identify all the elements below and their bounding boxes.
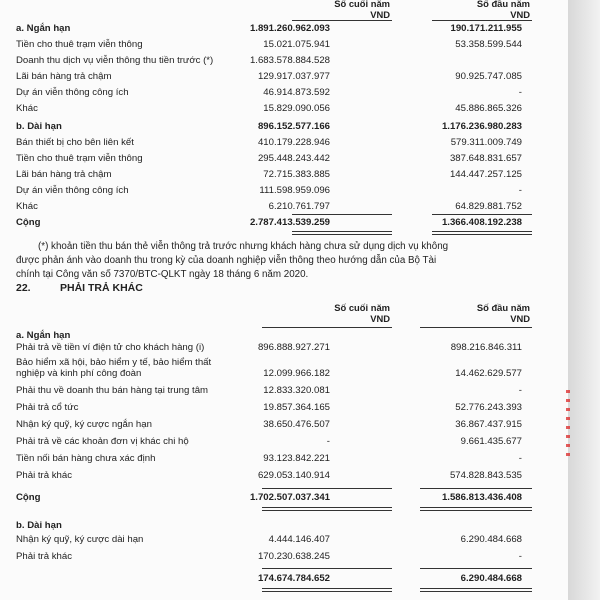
table-row: Dự án viễn thông công ích 111.598.959.096 - — [16, 185, 522, 196]
table-row: Lãi bán hàng trả chậm 72.715.383.885 144.447.257.125 — [16, 169, 522, 180]
total-double-rule — [420, 507, 532, 511]
table-row: Lãi bán hàng trả chậm 129.917.037.977 90.925.747.085 — [16, 71, 522, 82]
subtotal-rule — [262, 488, 392, 489]
table-row: Phải trả về các khoản đơn vị khác chi hộ - 9.661.435.677 — [16, 436, 522, 447]
margin-marks — [566, 390, 570, 460]
total-row: Cộng 2.787.413.539.259 1.366.408.192.238 — [16, 217, 522, 228]
table-row: Khác 15.829.090.056 45.886.865.326 — [16, 103, 522, 114]
table-row: Nhận ký quỹ, ký cược ngắn hạn 38.650.476.507 36.867.437.915 — [16, 419, 522, 430]
total-double-rule — [432, 231, 532, 235]
table-row: a. Ngắn hạn 1.891.260.962.093 190.171.211.955 — [16, 23, 522, 34]
subtotal-rule — [420, 568, 532, 569]
table-row: Bảo hiểm xã hội, bảo hiểm y tế, bảo hiểm thất — [16, 357, 212, 368]
table-row: Phải trả khác 170.230.638.245 - — [16, 551, 522, 562]
table-row: Phải thu về doanh thu bán hàng tại trung tâm 12.833.320.081 - — [16, 385, 522, 396]
table-row: Nhận ký quỹ, ký cược dài hạn 4.444.146.407 6.290.484.668 — [16, 534, 522, 545]
subtotal-rule — [292, 214, 392, 215]
header-rule — [262, 327, 392, 328]
total-row: Cộng 1.702.507.037.341 1.586.813.436.408 — [16, 492, 522, 503]
table-row: Khác 6.210.761.797 64.829.881.752 — [16, 201, 522, 212]
total-double-rule — [292, 231, 392, 235]
header-rule — [420, 327, 532, 328]
col-header-end: Số cuối năm VND — [334, 0, 390, 20]
table-row: Dự án viễn thông công ích 46.914.873.592 - — [16, 87, 522, 98]
header-rule — [292, 20, 392, 21]
section-title: PHẢI TRẢ KHÁC — [60, 282, 143, 294]
section-number: 22. — [16, 282, 31, 294]
table-row: Doanh thu dịch vụ viễn thông thu tiền trước (*) 1.683.578.884.528 — [16, 55, 330, 66]
table-row: Tiền cho thuê trạm viễn thông 15.021.075.941 53.358.599.544 — [16, 39, 522, 50]
total-double-rule — [420, 588, 532, 592]
table-row: Phải trả khác 629.053.140.914 574.828.843.535 — [16, 470, 522, 481]
table-row: Tiền nối bán hàng chưa xác định 93.123.842.221 - — [16, 453, 522, 464]
col-header-end: Số cuối năm VND — [334, 302, 390, 324]
table-row: b. Dài hạn 896.152.577.166 1.176.236.980.283 — [16, 121, 522, 132]
table-row: Phải trả về tiền ví điện tử cho khách hàng (i) 896.888.927.271 898.216.846.311 — [16, 342, 522, 353]
subtotal-rule — [420, 488, 532, 489]
table-row: a. Ngắn hạn — [16, 330, 71, 341]
page-edge-shadow — [568, 0, 600, 600]
table-row: nghiệp và kinh phí công đoàn 12.099.966.182 14.462.629.577 — [16, 368, 522, 379]
table-row: Phải trả cổ tức 19.857.364.165 52.776.243.393 — [16, 402, 522, 413]
footnote: (*) khoản tiền thu bán thẻ viễn thông trả trước nhưng khách hàng chưa sử dụng dịch vụ không được phản ánh vào doanh thu trong kỳ của doanh nghiệp viễn thông theo hướng dẫn của Bộ Tài chính tại Công văn số 7370/BTC-QLKT ngày 18 tháng 6 năm 2020. — [16, 241, 449, 280]
table-row: Bán thiết bị cho bên liên kết 410.179.228.946 579.311.009.749 — [16, 137, 522, 148]
total-double-rule — [262, 588, 392, 592]
subtotal-rule — [432, 214, 532, 215]
subtotal-rule — [262, 568, 392, 569]
table-row: Tiền cho thuê trạm viễn thông 295.448.243.442 387.648.831.657 — [16, 153, 522, 164]
col-header-begin: Số đầu năm VND — [476, 0, 530, 20]
table-row: b. Dài hạn — [16, 520, 62, 531]
col-header-begin: Số đầu năm VND — [476, 302, 530, 324]
header-rule — [432, 20, 532, 21]
total-double-rule — [262, 507, 392, 511]
total-row: 174.674.784.652 6.290.484.668 — [257, 573, 522, 584]
